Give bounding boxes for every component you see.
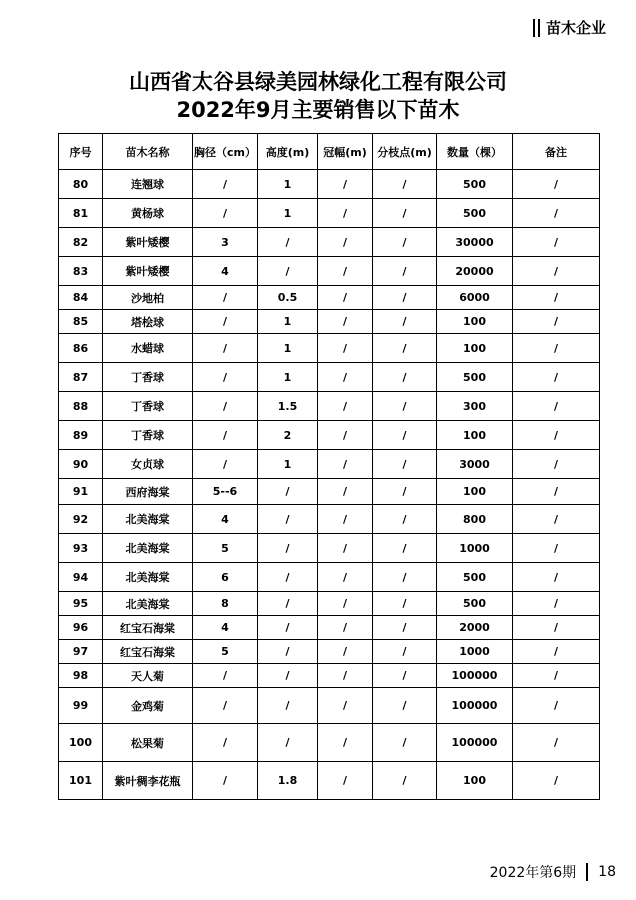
cell-height: / xyxy=(258,257,318,286)
table-row xyxy=(59,363,600,392)
cell-name: 天人菊 xyxy=(103,664,193,688)
cell-name: 红宝石海棠 xyxy=(103,616,193,640)
cell-branch-point: / xyxy=(373,534,437,563)
col-header-name: 苗木名称 xyxy=(103,134,193,170)
cell-remarks: / xyxy=(513,762,600,800)
cell-height: / xyxy=(258,228,318,257)
cell-crown: / xyxy=(318,479,373,505)
cell-diameter: 4 xyxy=(193,505,258,534)
col-header-crown: 冠幅(m) xyxy=(318,134,373,170)
cell-crown: / xyxy=(318,334,373,363)
cell-index: 86 xyxy=(59,334,103,363)
cell-crown: / xyxy=(318,228,373,257)
cell-index: 100 xyxy=(59,724,103,762)
cell-branch-point: / xyxy=(373,616,437,640)
cell-diameter: 8 xyxy=(193,592,258,616)
cell-height: / xyxy=(258,616,318,640)
cell-quantity: 100000 xyxy=(437,688,513,724)
cell-branch-point: / xyxy=(373,762,437,800)
cell-diameter: 4 xyxy=(193,257,258,286)
table-row xyxy=(59,286,600,310)
cell-name: 黄杨球 xyxy=(103,199,193,228)
table-row xyxy=(59,762,600,800)
cell-name: 丁香球 xyxy=(103,392,193,421)
cell-remarks: / xyxy=(513,592,600,616)
cell-quantity: 6000 xyxy=(437,286,513,310)
page-title-line2: 2022年9月主要销售以下苗木 xyxy=(176,98,460,122)
cell-branch-point: / xyxy=(373,286,437,310)
cell-name: 松果菊 xyxy=(103,724,193,762)
cell-branch-point: / xyxy=(373,334,437,363)
cell-crown: / xyxy=(318,257,373,286)
cell-remarks: / xyxy=(513,534,600,563)
cell-name: 紫叶稠李花瓶 xyxy=(103,762,193,800)
cell-height: / xyxy=(258,640,318,664)
cell-quantity: 100 xyxy=(437,762,513,800)
cell-quantity: 800 xyxy=(437,505,513,534)
cell-name: 女贞球 xyxy=(103,450,193,479)
cell-branch-point: / xyxy=(373,724,437,762)
cell-crown: / xyxy=(318,762,373,800)
cell-height: 1.8 xyxy=(258,762,318,800)
cell-remarks: / xyxy=(513,170,600,199)
cell-name: 北美海棠 xyxy=(103,505,193,534)
cell-branch-point: / xyxy=(373,392,437,421)
cell-diameter: / xyxy=(193,664,258,688)
cell-quantity: 300 xyxy=(437,392,513,421)
cell-remarks: / xyxy=(513,616,600,640)
cell-branch-point: / xyxy=(373,505,437,534)
cell-remarks: / xyxy=(513,286,600,310)
cell-crown: / xyxy=(318,592,373,616)
cell-remarks: / xyxy=(513,640,600,664)
cell-quantity: 100000 xyxy=(437,664,513,688)
cell-crown: / xyxy=(318,199,373,228)
cell-index: 84 xyxy=(59,286,103,310)
table-row xyxy=(59,421,600,450)
cell-diameter: / xyxy=(193,310,258,334)
cell-height: 1 xyxy=(258,334,318,363)
col-header-branch-point: 分枝点(m) xyxy=(373,134,437,170)
cell-name: 红宝石海棠 xyxy=(103,640,193,664)
cell-branch-point: / xyxy=(373,228,437,257)
table-header-row xyxy=(59,134,600,170)
section-tag xyxy=(533,17,606,38)
cell-crown: / xyxy=(318,534,373,563)
cell-name: 塔桧球 xyxy=(103,310,193,334)
table-row xyxy=(59,334,600,363)
cell-height: 1 xyxy=(258,363,318,392)
table-row xyxy=(59,616,600,640)
cell-remarks: / xyxy=(513,479,600,505)
cell-index: 85 xyxy=(59,310,103,334)
cell-diameter: / xyxy=(193,286,258,310)
table-row xyxy=(59,257,600,286)
cell-crown: / xyxy=(318,724,373,762)
table-row xyxy=(59,450,600,479)
table-row xyxy=(59,392,600,421)
table-body xyxy=(59,170,600,800)
cell-diameter: 6 xyxy=(193,563,258,592)
col-header-remarks: 备注 xyxy=(513,134,600,170)
cell-crown: / xyxy=(318,664,373,688)
page-title xyxy=(0,68,636,124)
cell-quantity: 500 xyxy=(437,363,513,392)
cell-diameter: / xyxy=(193,334,258,363)
cell-index: 81 xyxy=(59,199,103,228)
cell-index: 96 xyxy=(59,616,103,640)
cell-remarks: / xyxy=(513,363,600,392)
cell-remarks: / xyxy=(513,310,600,334)
cell-branch-point: / xyxy=(373,421,437,450)
cell-diameter: 5 xyxy=(193,640,258,664)
cell-name: 北美海棠 xyxy=(103,592,193,616)
section-tag-label: 苗木企业 xyxy=(545,19,606,37)
cell-quantity: 500 xyxy=(437,170,513,199)
cell-height: 1 xyxy=(258,170,318,199)
cell-name: 水蜡球 xyxy=(103,334,193,363)
cell-height: 1 xyxy=(258,310,318,334)
cell-name: 北美海棠 xyxy=(103,534,193,563)
cell-name: 西府海棠 xyxy=(103,479,193,505)
cell-diameter: / xyxy=(193,363,258,392)
cell-crown: / xyxy=(318,392,373,421)
table-row xyxy=(59,310,600,334)
cell-index: 80 xyxy=(59,170,103,199)
cell-index: 99 xyxy=(59,688,103,724)
cell-crown: / xyxy=(318,688,373,724)
cell-diameter: 5--6 xyxy=(193,479,258,505)
cell-crown: / xyxy=(318,563,373,592)
table-row xyxy=(59,505,600,534)
cell-index: 92 xyxy=(59,505,103,534)
cell-remarks: / xyxy=(513,199,600,228)
cell-index: 90 xyxy=(59,450,103,479)
cell-index: 93 xyxy=(59,534,103,563)
cell-quantity: 1000 xyxy=(437,640,513,664)
cell-crown: / xyxy=(318,421,373,450)
cell-crown: / xyxy=(318,505,373,534)
cell-crown: / xyxy=(318,616,373,640)
cell-quantity: 500 xyxy=(437,199,513,228)
seedling-table xyxy=(58,133,600,800)
cell-height: 1 xyxy=(258,450,318,479)
cell-index: 87 xyxy=(59,363,103,392)
page-title-line1: 山西省太谷县绿美园林绿化工程有限公司 xyxy=(129,70,507,94)
cell-height: 2 xyxy=(258,421,318,450)
cell-remarks: / xyxy=(513,257,600,286)
cell-height: / xyxy=(258,688,318,724)
cell-height: / xyxy=(258,664,318,688)
cell-crown: / xyxy=(318,310,373,334)
cell-crown: / xyxy=(318,363,373,392)
cell-index: 91 xyxy=(59,479,103,505)
cell-diameter: 5 xyxy=(193,534,258,563)
cell-name: 连翘球 xyxy=(103,170,193,199)
cell-index: 94 xyxy=(59,563,103,592)
cell-quantity: 100000 xyxy=(437,724,513,762)
cell-remarks: / xyxy=(513,688,600,724)
footer-divider xyxy=(586,863,588,881)
cell-name: 沙地柏 xyxy=(103,286,193,310)
cell-crown: / xyxy=(318,286,373,310)
cell-height: / xyxy=(258,479,318,505)
cell-index: 83 xyxy=(59,257,103,286)
table-row xyxy=(59,592,600,616)
cell-remarks: / xyxy=(513,724,600,762)
cell-height: 1 xyxy=(258,199,318,228)
cell-remarks: / xyxy=(513,505,600,534)
cell-diameter: 4 xyxy=(193,616,258,640)
cell-branch-point: / xyxy=(373,199,437,228)
cell-diameter: / xyxy=(193,724,258,762)
cell-quantity: 500 xyxy=(437,563,513,592)
cell-name: 丁香球 xyxy=(103,421,193,450)
cell-branch-point: / xyxy=(373,363,437,392)
cell-diameter: / xyxy=(193,688,258,724)
cell-quantity: 30000 xyxy=(437,228,513,257)
cell-diameter: / xyxy=(193,421,258,450)
cell-diameter: / xyxy=(193,392,258,421)
cell-branch-point: / xyxy=(373,664,437,688)
cell-diameter: / xyxy=(193,450,258,479)
table-row xyxy=(59,664,600,688)
section-tag-bars xyxy=(533,19,540,37)
cell-height: / xyxy=(258,724,318,762)
cell-diameter: / xyxy=(193,199,258,228)
cell-height: / xyxy=(258,534,318,563)
cell-index: 101 xyxy=(59,762,103,800)
cell-branch-point: / xyxy=(373,257,437,286)
cell-index: 82 xyxy=(59,228,103,257)
cell-quantity: 1000 xyxy=(437,534,513,563)
cell-crown: / xyxy=(318,450,373,479)
col-header-index: 序号 xyxy=(59,134,103,170)
cell-name: 紫叶矮樱 xyxy=(103,228,193,257)
issue-label: 2022年第6期 xyxy=(489,865,577,881)
cell-branch-point: / xyxy=(373,170,437,199)
page-footer xyxy=(490,862,616,882)
col-header-diameter: 胸径（cm） xyxy=(193,134,258,170)
cell-quantity: 100 xyxy=(437,334,513,363)
table-row xyxy=(59,479,600,505)
cell-quantity: 3000 xyxy=(437,450,513,479)
cell-branch-point: / xyxy=(373,563,437,592)
cell-quantity: 20000 xyxy=(437,257,513,286)
cell-branch-point: / xyxy=(373,479,437,505)
cell-index: 97 xyxy=(59,640,103,664)
cell-name: 紫叶矮樱 xyxy=(103,257,193,286)
cell-quantity: 100 xyxy=(437,479,513,505)
cell-quantity: 500 xyxy=(437,592,513,616)
table-row xyxy=(59,724,600,762)
cell-remarks: / xyxy=(513,228,600,257)
cell-index: 88 xyxy=(59,392,103,421)
cell-quantity: 2000 xyxy=(437,616,513,640)
cell-branch-point: / xyxy=(373,592,437,616)
table-row xyxy=(59,688,600,724)
cell-name: 北美海棠 xyxy=(103,563,193,592)
col-header-quantity: 数量（棵） xyxy=(437,134,513,170)
cell-height: / xyxy=(258,563,318,592)
cell-name: 丁香球 xyxy=(103,363,193,392)
cell-branch-point: / xyxy=(373,450,437,479)
cell-quantity: 100 xyxy=(437,421,513,450)
col-header-height: 高度(m) xyxy=(258,134,318,170)
cell-diameter: 3 xyxy=(193,228,258,257)
cell-height: / xyxy=(258,592,318,616)
cell-remarks: / xyxy=(513,334,600,363)
cell-remarks: / xyxy=(513,664,600,688)
table-row xyxy=(59,199,600,228)
cell-remarks: / xyxy=(513,392,600,421)
table-row xyxy=(59,170,600,199)
cell-crown: / xyxy=(318,170,373,199)
cell-remarks: / xyxy=(513,563,600,592)
cell-branch-point: / xyxy=(373,640,437,664)
cell-crown: / xyxy=(318,640,373,664)
cell-index: 98 xyxy=(59,664,103,688)
cell-branch-point: / xyxy=(373,688,437,724)
cell-remarks: / xyxy=(513,450,600,479)
cell-name: 金鸡菊 xyxy=(103,688,193,724)
cell-height: 1.5 xyxy=(258,392,318,421)
cell-index: 89 xyxy=(59,421,103,450)
table-row xyxy=(59,534,600,563)
page-number: 18 xyxy=(598,864,616,880)
cell-quantity: 100 xyxy=(437,310,513,334)
table-row xyxy=(59,228,600,257)
table-row xyxy=(59,563,600,592)
cell-diameter: / xyxy=(193,170,258,199)
cell-branch-point: / xyxy=(373,310,437,334)
cell-remarks: / xyxy=(513,421,600,450)
table-row xyxy=(59,640,600,664)
cell-height: 0.5 xyxy=(258,286,318,310)
cell-index: 95 xyxy=(59,592,103,616)
cell-height: / xyxy=(258,505,318,534)
cell-diameter: / xyxy=(193,762,258,800)
